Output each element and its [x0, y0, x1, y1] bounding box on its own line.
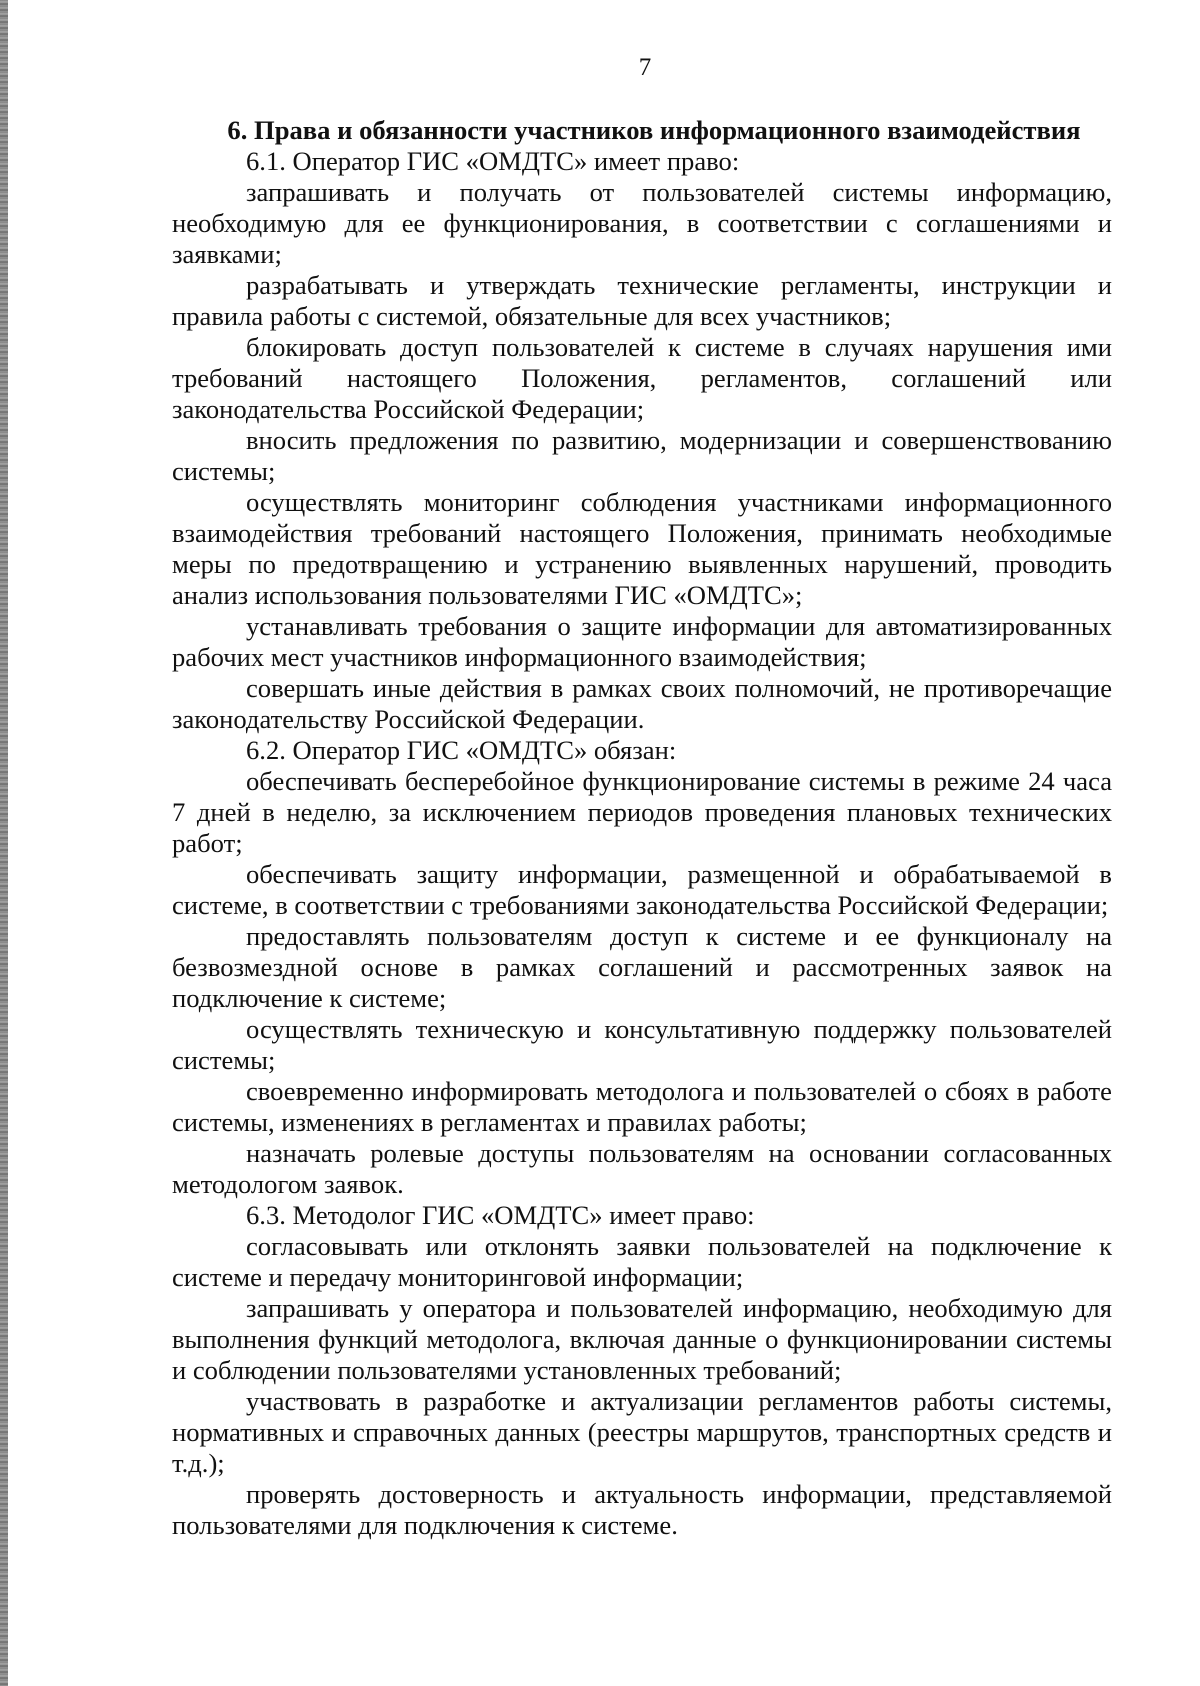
paragraph: блокировать доступ пользователей к системе в случаях нарушения ими требований настоящего Положения, регламентов, соглашений или законодательства Российской Федерации; — [172, 332, 1112, 424]
paragraph: устанавливать требования о защите информации для автоматизированных рабочих мест участников информационного взаимодействия; — [172, 611, 1112, 672]
paragraph: обеспечивать бесперебойное функционирование системы в режиме 24 часа 7 дней в неделю, за исключением периодов проведения плановых технических работ; — [172, 766, 1112, 858]
subsection-6-3-title: 6.3. Методолог ГИС «ОМДТС» имеет право: — [246, 1200, 755, 1230]
page-number: 7 — [638, 54, 652, 81]
section-heading: 6. Права и обязанности участников информационного взаимодействия — [227, 115, 1081, 145]
paragraph: проверять достоверность и актуальность информации, представляемой пользователями для подключения к системе. — [172, 1479, 1112, 1540]
paragraph: запрашивать у оператора и пользователей информацию, необходимую для выполнения функций методолога, включая данные о функционировании системы и соблюдении пользователями установленных требований; — [172, 1293, 1112, 1385]
paragraph: запрашивать и получать от пользователей системы информацию, необходимую для ее функционирования, в соответствии с соглашениями и заявками; — [172, 177, 1112, 269]
subsection-6-1-title: 6.1. Оператор ГИС «ОМДТС» имеет право: — [246, 146, 740, 176]
paragraph: согласовывать или отклонять заявки пользователей на подключение к системе и передачу мониторинговой информации; — [172, 1231, 1112, 1292]
paragraph: участвовать в разработке и актуализации регламентов работы системы, нормативных и справочных данных (реестры маршрутов, транспортных средств и т.д.); — [172, 1386, 1112, 1478]
document-body — [172, 115, 1112, 1541]
paragraph: осуществлять техническую и консультативную поддержку пользователей системы; — [172, 1014, 1112, 1075]
paragraph: разрабатывать и утверждать технические регламенты, инструкции и правила работы с системой, обязательные для всех участников; — [172, 270, 1112, 331]
paragraph: вносить предложения по развитию, модернизации и совершенствованию системы; — [172, 425, 1112, 486]
paragraph: совершать иные действия в рамках своих полномочий, не противоречащие законодательству Российской Федерации. — [172, 673, 1112, 734]
paragraph: назначать ролевые доступы пользователям на основании согласованных методологом заявок. — [172, 1138, 1112, 1199]
paragraph: обеспечивать защиту информации, размещенной и обрабатываемой в системе, в соответствии с требованиями законодательства Российской Федерации; — [172, 859, 1112, 920]
paragraph: предоставлять пользователям доступ к системе и ее функционалу на безвозмездной основе в рамках соглашений и рассмотренных заявок на подключение к системе; — [172, 921, 1112, 1013]
paragraph: осуществлять мониторинг соблюдения участниками информационного взаимодействия требований настоящего Положения, принимать необходимые меры по предотвращению и устранению выявленных нарушений, проводить анализ использования пользователями ГИС «ОМДТС»; — [172, 487, 1112, 610]
paragraph: своевременно информировать методолога и пользователей о сбоях в работе системы, изменениях в регламентах и правилах работы; — [172, 1076, 1112, 1137]
scan-edge — [0, 0, 8, 1686]
subsection-6-2-title: 6.2. Оператор ГИС «ОМДТС» обязан: — [246, 735, 677, 765]
